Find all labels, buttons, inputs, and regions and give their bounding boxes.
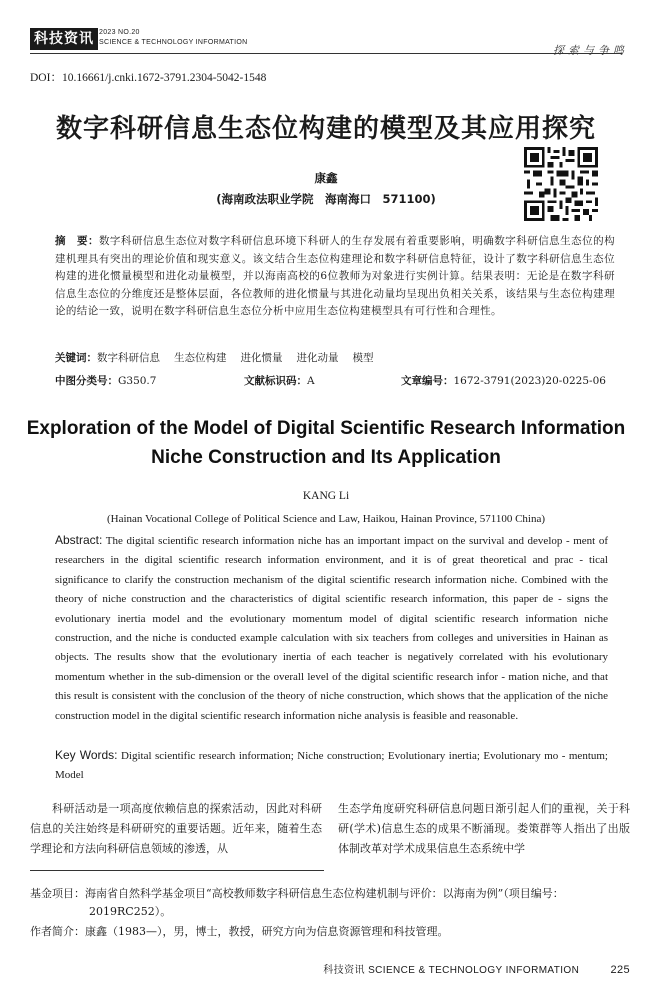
keywords-cn-label: 关键词：: [55, 352, 97, 364]
page-title-cn: 数字科研信息生态位构建的模型及其应用探究: [55, 114, 596, 144]
author-name-cn: 康鑫: [314, 171, 338, 185]
keyword-item: 生态位构建: [174, 352, 227, 364]
qr-code-icon[interactable]: [524, 146, 598, 222]
keyword-item: 进化动量: [296, 352, 339, 364]
footer-journal-en: SCIENCE & TECHNOLOGY INFORMATION: [368, 965, 580, 976]
fund-text: 海南省自然科学基金项目“高校教师数字科研信息生态位构建机制与评价：以海南为例”（项目编号：: [85, 887, 564, 900]
keywords-cn: [55, 350, 388, 365]
keywords-en-text: Digital scientific research information; Niche construction; Evolutionary inertia; Evolutionary mo - mentum; Model: [55, 750, 608, 782]
keywords-en-label: Key Words:: [55, 748, 118, 762]
fund-label: 基金项目：: [30, 887, 85, 900]
footnote-fund: [30, 885, 625, 921]
footer-journal-cn: 科技资讯: [323, 965, 365, 976]
keyword-item: 模型: [352, 352, 374, 364]
body-text-right-column: 生态学角度研究科研信息问题日渐引起人们的重视，关于科研(学术)信息生态的成果不断涌现。娄策群等人指出了出版体制改革对学术成果信息生态系统中学: [338, 802, 630, 855]
footnote-author-bio: [30, 923, 625, 941]
clc-label: 中图分类号：: [55, 375, 118, 387]
page-title-en: [0, 414, 652, 472]
document-code-value: A: [307, 375, 315, 387]
page-number: 225: [610, 964, 630, 976]
abstract-en-label: Abstract:: [55, 533, 103, 547]
header-issue-info: [99, 28, 247, 48]
body-text-left-column: 科研活动是一项高度依赖信息的探索活动，因此对科研信息的关注始终是科研研究的重要话题。近年来，随着生态学理论和方法向科研信息领域的渗透，从: [30, 802, 322, 855]
abstract-cn-text: 数字科研信息生态位对数字科研信息环境下科研人的生存发展有着重要影响，明确数字科研信息生态位的构建机理具有突出的理论价值和现实意义。该文结合生态位构建理论和数字科研信息特征，设计了数字科研信息生态位构建的进化惯量模型和进化动量模型，并以海南高校的6位教师为对象进行实例计算。结果表明：无论是在数字科研信息生态位的分维度还是整体层面，各位教师的进化惯量与其进化动量均呈现出负相关关系，该结果与生态位构建理论的结论一致，说明在数字科研信息生态位分析中应用生态位构建模型具有可行性和合理性。: [55, 235, 615, 318]
author-affiliation-en: (Hainan Vocational College of Political Science and Law, Haikou, Hainan Province, 571100 China): [106, 513, 546, 525]
fund-text-continued: 2019RC252）。: [89, 905, 172, 918]
footnote-divider: [30, 870, 324, 871]
abstract-cn: [55, 233, 615, 321]
journal-logo: 科技资讯: [30, 28, 98, 50]
abstract-cn-label: 摘 要：: [55, 235, 99, 247]
author-affiliation-cn: (海南政法职业学院 海南海口 571100): [216, 192, 436, 206]
article-number-label: 文章编号：: [401, 375, 454, 387]
author-bio-label: 作者简介：: [30, 925, 85, 938]
article-number: [401, 373, 606, 388]
issue-number: 2023 NO.20: [99, 29, 140, 36]
section-name: 探索与争鸣: [553, 44, 628, 57]
journal-english-name: SCIENCE & TECHNOLOGY INFORMATION: [99, 39, 248, 46]
author-name-en: KANG Li: [302, 490, 350, 502]
doi[interactable]: DOI：10.16661/j.cnki.1672-3791.2304-5042-1548: [30, 72, 267, 84]
header-divider: [30, 53, 622, 54]
page-footer: [323, 961, 630, 976]
keyword-item: 进化惯量: [240, 352, 283, 364]
keyword-item: 数字科研信息: [97, 352, 160, 364]
document-code: [244, 373, 315, 388]
abstract-en-text: The digital scientific research information niche has an important impact on the survival and develop - ment of researchers in the digital scientific research information environment, and it is of great theoretical and prac - tical significance to clarify the construction mechanism of the digital scientific research information niche. Combined with the theory of niche construction and the characteristics of digital scientific research information, this paper de - signs the evolutionary inertia model and the evolutionary momentum model of digital scientific research information niche construction, and the niche is conducted example calculation with six teachers from colleges and universities in Hainan as objects. The results show that the evolutionary inertia of each teacher is negatively correlated with his evolutionary momentum whether in the sub-dimension or the overall level of the digital scientific research infor - mation niche, and that this result is consistent with the conclusion of the theory of niche construction, which shows that the application of the niche construction model in the digital scientific research information niche analysis is feasible and reasonable.: [55, 535, 608, 722]
clc-value: G350.7: [118, 375, 157, 387]
title-en-line-2: Niche Construction and Its Application: [151, 447, 501, 468]
keywords-en: [55, 746, 608, 786]
author-bio-text: 康鑫（1983—），男，博士，教授，研究方向为信息资源管理和科技管理。: [85, 925, 449, 938]
abstract-en: [55, 531, 608, 726]
clc-number: [55, 373, 156, 388]
article-number-value: 1672-3791(2023)20-0225-06: [453, 375, 606, 387]
title-en-line-1: Exploration of the Model of Digital Scientific Research Information: [26, 418, 626, 439]
document-code-label: 文献标识码：: [244, 375, 307, 387]
